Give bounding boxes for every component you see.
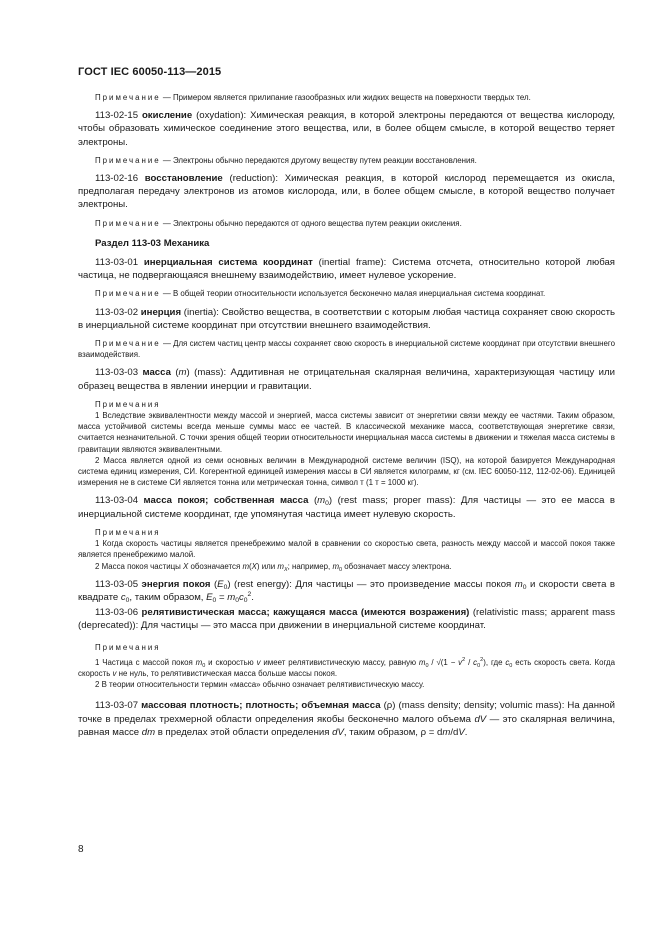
page-content xyxy=(78,92,615,739)
note-label: Примечание xyxy=(95,289,161,299)
notes-heading: Примечания xyxy=(95,642,161,652)
note-label: Примечание xyxy=(95,218,161,228)
notes-heading: Примечания xyxy=(95,399,161,409)
note: Примечание — Примером является прилипание газообразных или жидких веществ на поверхности твердых тел. xyxy=(95,93,531,102)
note-item: 1 Вследствие эквивалентности между массой и энергией, масса системы зависит от энергетики связи между ее частями. Таким образом, масса устойчивой системы всегда меньше суммы масс ее частей. В классической механике масса, соответствующая энергетике связи, считается незначительной. С точки зрения общей теории относительности инерциальная масса системы в движении и тяжелая масса системы в гравитации являются эквивалентными. xyxy=(78,411,615,454)
page-header: ГОСТ IEC 60050-113—2015 xyxy=(78,66,222,78)
term-entry: 113-03-04 масса покоя; собственная масса $(m_0)$ (rest mass; proper mass): Для частицы — это ее масса в инерциальной системе координат, где упомянутая частица имеет нулевую скорость. xyxy=(78,495,615,520)
note: Примечание — В общей теории относительности используется бесконечно малая инерциальная система координат. xyxy=(95,289,546,299)
note-label: Примечание xyxy=(95,155,161,165)
term-entry: 113-03-02 инерция (inertia): Свойство вещества, в соответствии с которым любая частица сохраняет свою скорость в инерциальной системе координат при отсутствии внешнего взаимодействия. xyxy=(78,306,615,331)
term-entry: 113-03-05 энергия покоя $(E_0)$ (rest energy): Для частицы — это произведение массы покоя $m_0$ и скорости света в квадрате $c_0$, таким образом, $E_0 = m_0c_0^2$. xyxy=(78,578,615,604)
page-number: 8 xyxy=(78,844,84,855)
term-entry: 113-03-06 релятивистическая масса; кажущаяся масса (имеются возражения) (relativistic mass; apparent mass (deprecated)): Для частицы — это масса при движении в инерциальной системе координат. xyxy=(78,607,615,632)
note-item: 2 Масса покоя частицы X обозначается m(X) или $m_X$; например, $m_0$ обозначает массу электрона. xyxy=(95,561,452,573)
note: Примечание — Электроны обычно передаются другому веществу путем реакции восстановления. xyxy=(95,155,477,165)
term-entry: 113-03-03 масса (m) (mass): Аддитивная не отрицательная скалярная величина, характеризующая частицу или образец вещества в явлении инерции и гравитации. xyxy=(78,367,615,392)
section-heading: Раздел 113-03 Механика xyxy=(95,237,210,249)
note-item: 2 В теории относительности термин «масса» обычно означает релятивистическую массу. xyxy=(95,680,425,690)
term-entry: 113-03-07 массовая плотность; плотность; объемная масса (ρ) (mass density; density; volumic mass): На данной точке в пределах трехмерной области определения якобы бесконечно малого объема dV — это скалярная величина, равная массе dm в пределах этой области определения dV, таким образом, ρ = dm/dV. xyxy=(78,700,615,738)
note-item: 1 Когда скорость частицы является пренебрежимо малой в сравнении со скоростью света, разность между массой и массой покоя также является пренебрежимо малой. xyxy=(78,539,615,560)
note: Примечание — Электроны обычно передаются от одного вещества путем реакции окисления. xyxy=(95,218,462,228)
note: Примечание — Для систем частиц центр массы сохраняет свою скорость в инерциальной системе координат при отсутствии внешнего взаимодействия. xyxy=(78,339,615,360)
note-item: 2 Масса является одной из семи основных величин в Международной системе величин (ISQ), на которой базируется Международная система единиц измерения, СИ. Когерентной единицей измерения массы в СИ является килограмм, кг (см. IEC 60050-112, 112-02-06). Единицей измерения не в системе СИ является тонна или метрическая тонна, символ т (1 т = 1000 кг). xyxy=(78,455,615,488)
note-item: 1 Частица с массой покоя $m_0$ и скоростью v имеет релятивистическую массу, равную $m_0 / √(1 - v^2 / c_0^2)$, где $c_0$ есть скорость света. Когда скорость v не нуль, то релятивистическая масса больше массы покоя. xyxy=(78,656,616,678)
term-entry: 113-02-15 окисление (oxydation): Химическая реакция, в которой электроны передаются от вещества кислороду, чтобы образовать химическое соединение этого вещества, или, в более общем смысле, в которой вещество теряет электроны. xyxy=(78,110,615,148)
note-label: Примечание xyxy=(95,339,161,349)
term-entry: 113-02-16 восстановление (reduction): Химическая реакция, в которой кислород перемещается из окисла, предполагая передачу электронов из атомов кислорода, или, в более общем смысле, в которой вещество получает электроны. xyxy=(78,173,615,211)
term-entry: 113-03-01 инерциальная система координат (inertial frame): Система отсчета, относительно которой любая частица, не подвергающаяся внешнему взаимодействию, имеет нулевое ускорение. xyxy=(78,257,616,282)
notes-heading: Примечания xyxy=(95,527,161,537)
note-label: Примечание xyxy=(95,93,161,102)
